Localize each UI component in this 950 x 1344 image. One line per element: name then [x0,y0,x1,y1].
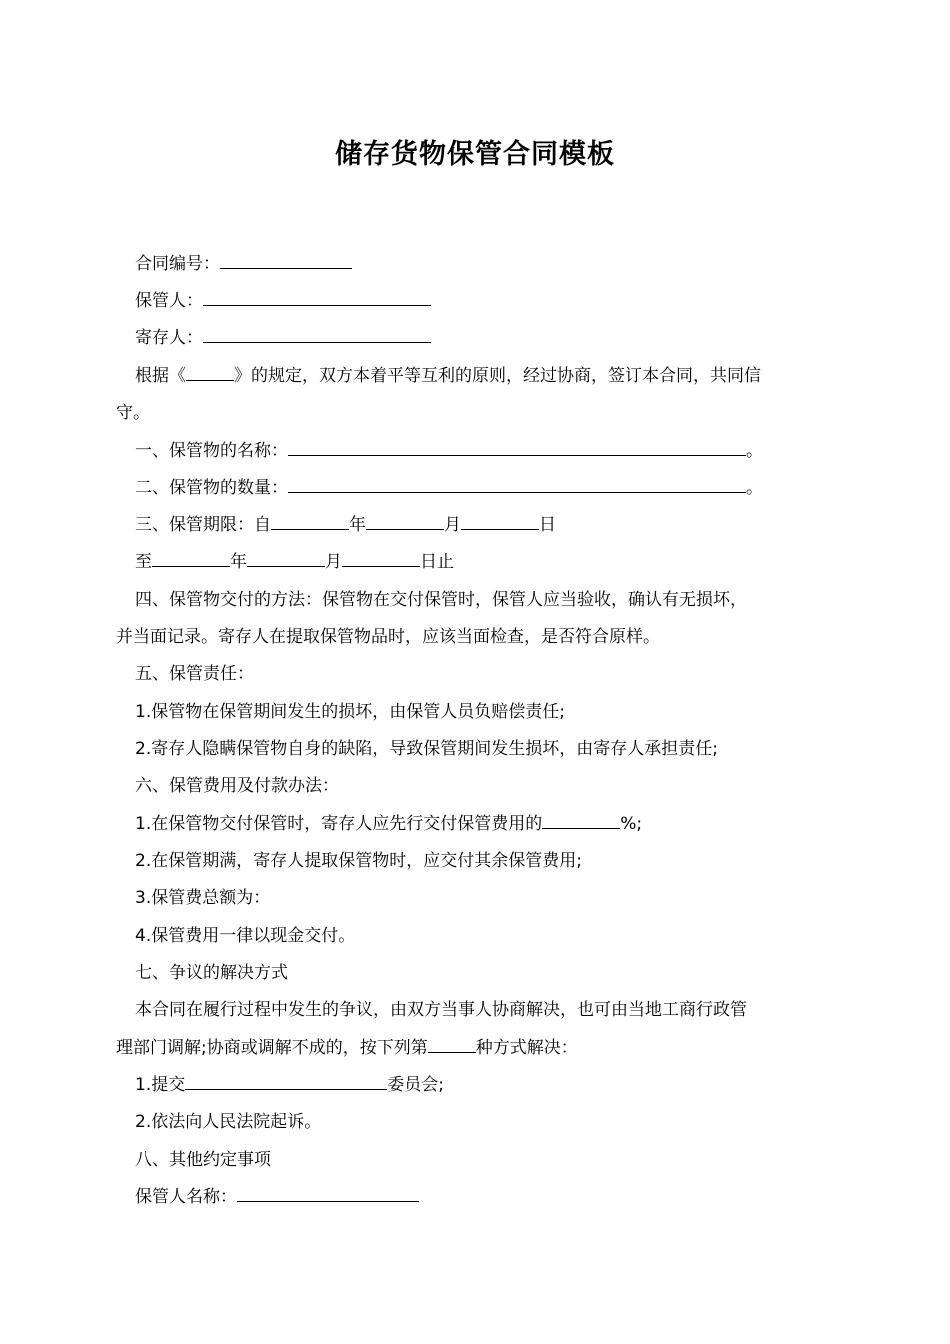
start-day-blank[interactable] [461,514,539,530]
item4-line2: 并当面记录。寄存人在提取保管物品时，应该当面检查，是否符合原样。 [116,627,660,647]
item7-line2: 理部门调解;协商或调解不成的，按下列第 种方式解决： [116,1038,578,1058]
end-day-blank[interactable] [342,551,420,567]
period-end-line: 至 年 月 日止 [135,552,454,572]
start-month-blank[interactable] [366,514,444,530]
basis-paragraph-line2: 守。 [116,403,150,423]
end-year-blank[interactable] [152,551,230,567]
item8-heading: 八、其他约定事项 [135,1150,271,1170]
item5-clause2: 2.寄存人隐瞒保管物自身的缺陷，导致保管期间发生损坏，由寄存人承担责任; [135,739,718,759]
basis-paragraph-line1: 根据《 》的规定，双方本着平等互利的原则，经过协商，签订本合同，共同信 [135,366,761,386]
item6-clause2: 2.在保管期满，寄存人提取保管物时，应交付其余保管费用; [135,851,582,871]
contract-number-line: 合同编号： [135,253,352,275]
item7-clause2: 2.依法向人民法院起诉。 [135,1112,322,1132]
item1-line: 一、保管物的名称： 。 [135,441,763,461]
item7-clause1: 1.提交 委员会; [135,1075,444,1095]
prepay-percent-blank[interactable] [542,813,620,829]
item4-line1: 四、保管物交付的方法：保管物在交付保管时，保管人应当验收，确认有无损坏， [135,590,747,610]
item3-line: 三、保管期限：自 年 月 日 [135,515,556,535]
item2-line: 二、保管物的数量： 。 [135,478,763,498]
method-number-blank[interactable] [428,1037,476,1053]
keeper-name-line: 保管人名称： [135,1186,419,1208]
keeper-line: 保管人： [135,290,431,312]
item6-clause4: 4.保管费用一律以现金交付。 [135,926,356,946]
goods-name-blank[interactable] [288,440,746,456]
item6-clause3: 3.保管费总额为： [135,888,271,908]
item7-heading: 七、争议的解决方式 [135,963,288,983]
item6-heading: 六、保管费用及付款办法： [135,776,339,796]
arbitration-committee-blank[interactable] [185,1074,387,1090]
goods-quantity-blank[interactable] [288,477,746,493]
document-title: 储存货物保管合同模板 [335,139,615,170]
end-month-blank[interactable] [247,551,325,567]
contract-number-blank[interactable] [220,253,352,269]
item5-clause1: 1.保管物在保管期间发生的损坏，由保管人员负赔偿责任; [135,702,565,722]
keeper-blank[interactable] [203,290,431,306]
start-year-blank[interactable] [271,514,349,530]
keeper-name-blank[interactable] [237,1186,419,1202]
law-name-blank[interactable] [186,365,234,381]
depositor-line: 寄存人： [135,327,431,349]
depositor-blank[interactable] [203,327,431,343]
item7-line1: 本合同在履行过程中发生的争议，由双方当事人协商解决，也可由当地工商行政管 [135,1000,747,1020]
item5-heading: 五、保管责任： [135,664,254,684]
item6-clause1: 1.在保管物交付保管时，寄存人应先行交付保管费用的 %; [135,814,643,834]
